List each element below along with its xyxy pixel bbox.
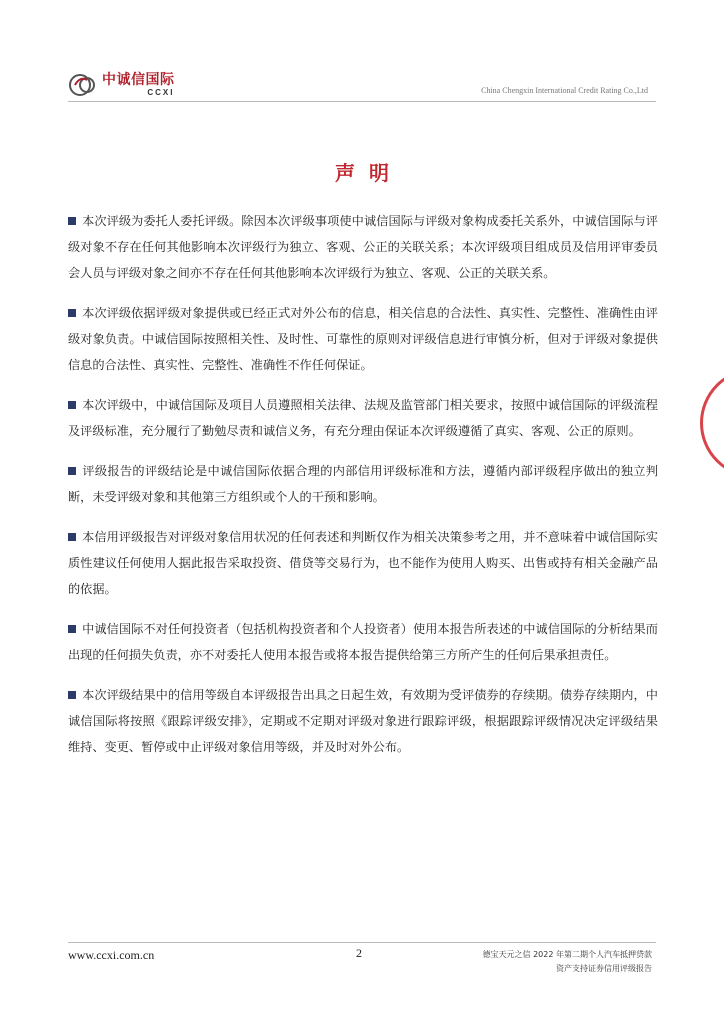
bullet-square-icon bbox=[68, 691, 76, 699]
bullet-square-icon bbox=[68, 625, 76, 633]
paragraph-text: 中诚信国际不对任何投资者（包括机构投资者和个人投资者）使用本报告所表述的中诚信国际的分析结果而出现的任何损失负责，亦不对委托人使用本报告或将本报告提供给第三方所产生的任何后果承担责任。 bbox=[68, 622, 658, 662]
bullet-square-icon bbox=[68, 467, 76, 475]
statement-paragraph bbox=[68, 300, 658, 378]
logo-emblem-icon bbox=[68, 70, 98, 100]
report-title-line-2: 资产支持证券信用评级报告 bbox=[556, 964, 652, 973]
bullet-square-icon bbox=[68, 401, 76, 409]
paragraph-text: 本次评级结果中的信用等级自本评级报告出具之日起生效，有效期为受评债券的存续期。债券存续期内，中诚信国际将按照《跟踪评级安排》，定期或不定期对评级对象进行跟踪评级，根据跟踪评级情况决定评级结果维持、变更、暂停或中止评级对象信用等级，并及时对外公布。 bbox=[68, 688, 658, 754]
company-seal-stamp bbox=[700, 368, 724, 478]
statement-paragraph bbox=[68, 208, 658, 286]
bullet-square-icon bbox=[68, 217, 76, 225]
paragraph-text: 本次评级为委托人委托评级。除因本次评级事项使中诚信国际与评级对象构成委托关系外，中诚信国际与评级对象不存在任何其他影响本次评级行为独立、客观、公正的关联关系；本次评级项目组成员及信用评审委员会人员与评级对象之间亦不存在任何其他影响本次评级行为独立、客观、公正的关联关系。 bbox=[68, 214, 658, 280]
page-header bbox=[68, 68, 656, 102]
page-title: 声明 bbox=[335, 161, 403, 185]
statement-paragraph bbox=[68, 682, 658, 760]
ccxi-logo bbox=[68, 68, 175, 102]
paragraph-text: 本信用评级报告对评级对象信用状况的任何表述和判断仅作为相关决策参考之用，并不意味着中诚信国际实质性建议任何使用人据此报告采取投资、借贷等交易行为，也不能作为使用人购买、出售或持有相关金融产品的依据。 bbox=[68, 530, 658, 596]
page-number: 2 bbox=[356, 946, 362, 960]
statement-paragraph bbox=[68, 616, 658, 668]
logo-chinese-text: 中诚信国际 bbox=[102, 72, 175, 88]
paragraph-text: 评级报告的评级结论是中诚信国际依据合理的内部信用评级标准和方法，遵循内部评级程序做出的独立判断，未受评级对象和其他第三方组织或个人的干预和影响。 bbox=[68, 464, 658, 504]
bullet-square-icon bbox=[68, 533, 76, 541]
statement-paragraph bbox=[68, 458, 658, 510]
report-title-line-1: 德宝天元之信 2022 年第二期个人汽车抵押贷款 bbox=[482, 950, 652, 959]
statement-paragraph bbox=[68, 524, 658, 602]
footer-divider bbox=[68, 942, 656, 943]
footer-website: www.ccxi.com.cn bbox=[68, 948, 155, 962]
logo-english-text: CCXI bbox=[147, 88, 175, 97]
bullet-square-icon bbox=[68, 309, 76, 317]
paragraph-text: 本次评级中，中诚信国际及项目人员遵照相关法律、法规及监管部门相关要求，按照中诚信国际的评级流程及评级标准，充分履行了勤勉尽责和诚信义务，有充分理由保证本次评级遵循了真实、客观、公正的原则。 bbox=[68, 398, 658, 438]
statement-body bbox=[68, 208, 658, 774]
paragraph-text: 本次评级依据评级对象提供或已经正式对外公布的信息，相关信息的合法性、真实性、完整性、准确性由评级对象负责。中诚信国际按照相关性、及时性、可靠性的原则对评级信息进行审慎分析，但对于评级对象提供信息的合法性、真实性、完整性、准确性不作任何保证。 bbox=[68, 306, 658, 372]
company-english-name: China Chengxin International Credit Rating Co.,Ltd bbox=[481, 86, 648, 95]
header-divider bbox=[68, 101, 656, 102]
footer-report-title bbox=[432, 948, 652, 976]
statement-paragraph bbox=[68, 392, 658, 444]
